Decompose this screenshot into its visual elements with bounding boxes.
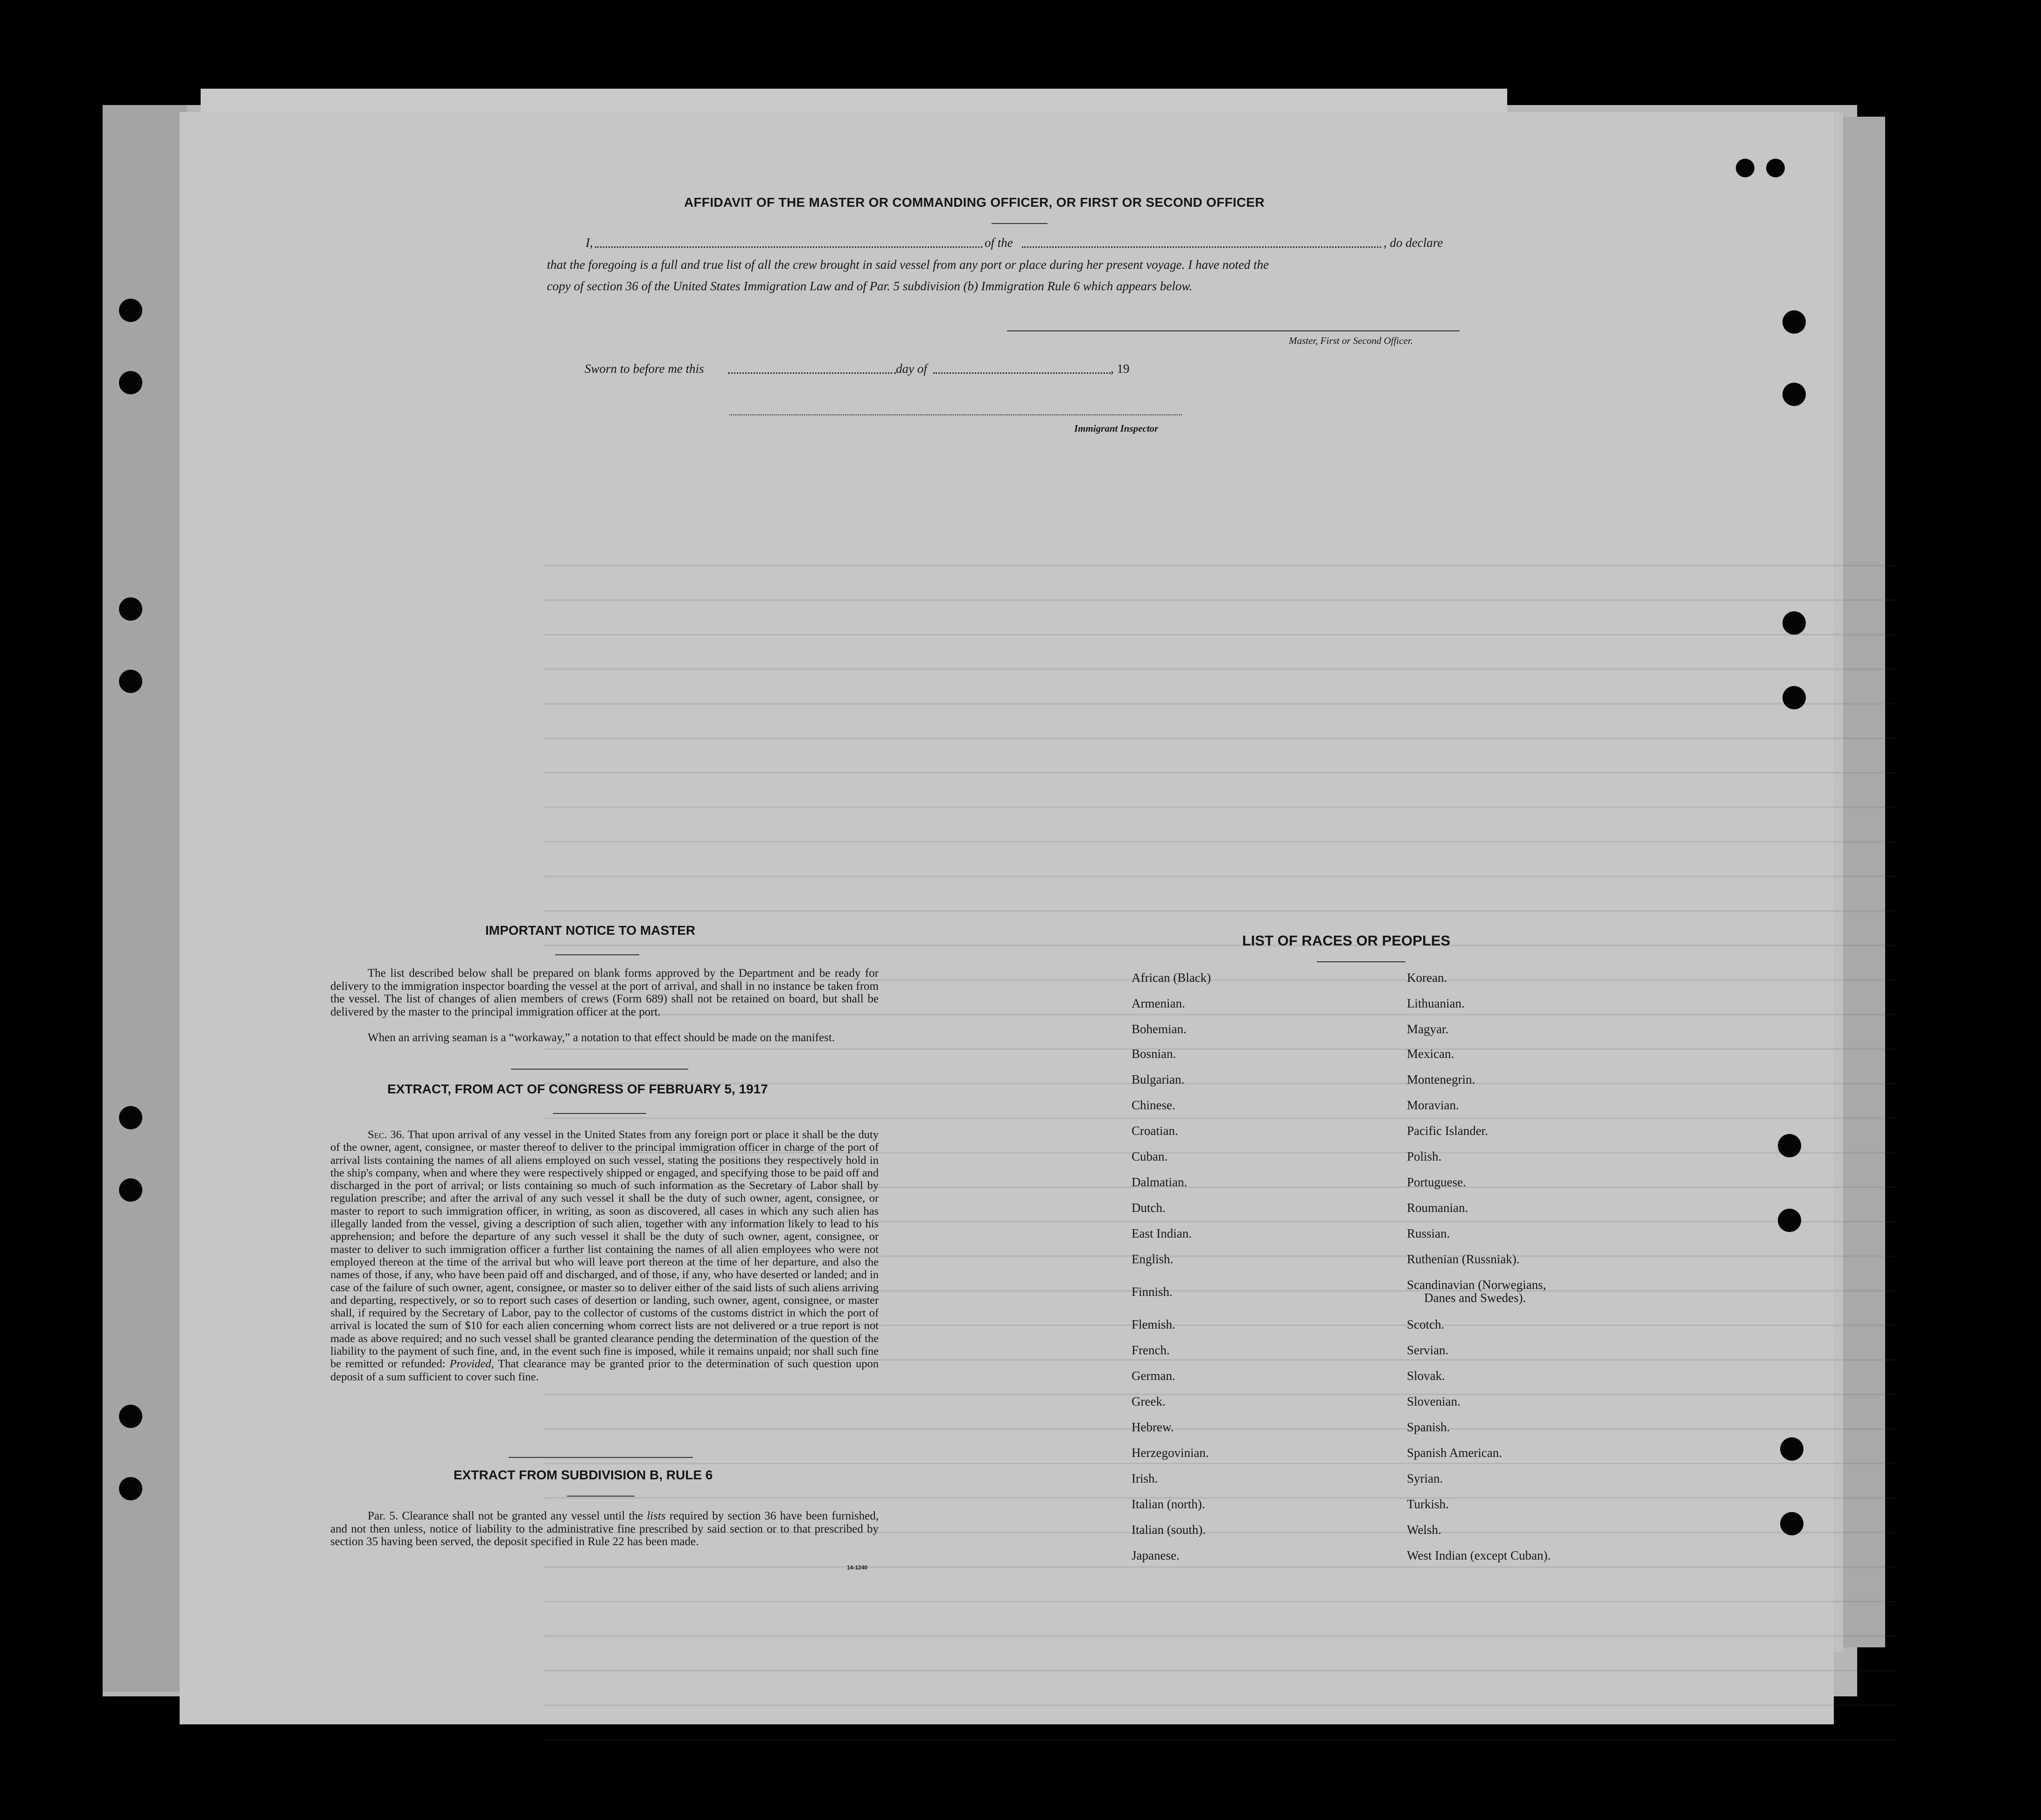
race-item: Welsh. — [1407, 1523, 1441, 1537]
race-item: Armenian. — [1132, 996, 1185, 1010]
race-item: Cuban. — [1132, 1149, 1168, 1163]
race-item: Montenegrin. — [1407, 1072, 1475, 1086]
punch-hole — [1782, 686, 1806, 709]
race-item: German. — [1132, 1369, 1175, 1383]
divider — [511, 1069, 688, 1070]
section-36-body: That upon arrival of any vessel in the United States from any foreign port or place it shall be the duty of the owner, agent, consignee, or master thereof to deliver to the principal immigration officer in charge of the port of arrival lists containing the names of all aliens employed on such vessel, stating the positions they respectively hold in the ship's company, when and where they were respectively shipped or engaged, and specifying those to be paid off and discharged in the port of arrival; or lists containing so much of such information as the Secretary of Labor shall by regulation prescribe; and after the arrival of any such vessel it shall be the duty of such owner, agent, consignee, or master to report to such immigration officer, in writing, as soon as discovered, all cases in which any such alien has illegally landed from the vessel, giving a description of such alien, together with any information likely to lead to his apprehension; and before the departure of any such vessel it shall be the duty of such owner, agent, consignee, or master to deliver to such immigration officer a further list containing the names of all alien employees who were not employed thereon at the time of the arrival but who will leave port thereon at the time of her departure, and also the names of those, if any, who have been paid off and discharged, and of those, if any, who have deserted or landed; and in case of the failure of such owner, agent, consignee, or master so to deliver either of the said lists of such aliens arriving and departing, respectively, or so to report such cases of desertion or landing, such owner, agent, consignee, or master shall, if required by the Secretary of Labor, pay to the collector of customs of the customs district in which the port of arrival is located the sum of $10 for each alien concerning whom correct lists are not delivered or a true report is not made as above required; and no such vessel shall be granted clearance pending the determination of the question of the liability to the payment of such fine, and, in the event such fine is imposed, while it remains unpaid; nor shall such fine be remitted or refunded: — [330, 1128, 879, 1371]
race-item: Scotch. — [1407, 1317, 1445, 1331]
affidavit-line-3: copy of section 36 of the United States Immigration Law and of Par. 5 subdivision (b) Immigration Rule 6 which appears below. — [547, 279, 1193, 293]
race-item: Hebrew. — [1132, 1420, 1174, 1434]
race-item: Polish. — [1407, 1149, 1442, 1163]
form-sheet — [180, 112, 1834, 1724]
divider — [553, 1113, 646, 1114]
section-36-body-end: That clearance may be granted prior to the determination of such question upon deposit of a sum sufficient to cover such fine. — [330, 1358, 879, 1383]
race-item: African (Black) — [1132, 971, 1211, 985]
race-item: Greek. — [1132, 1394, 1166, 1408]
race-item: Finnish. — [1132, 1285, 1173, 1299]
signature-label: Master, First or Second Officer. — [1289, 335, 1413, 346]
sworn-month-blank — [933, 372, 1111, 374]
race-item: East Indian. — [1132, 1226, 1192, 1240]
race-item: Russian. — [1407, 1226, 1450, 1240]
race-item: West Indian (except Cuban). — [1407, 1548, 1551, 1562]
race-item: Lithuanian. — [1407, 996, 1465, 1010]
race-item: Italian (south). — [1132, 1523, 1206, 1537]
race-item: Korean. — [1407, 971, 1447, 985]
sworn-label: Sworn to before me this — [585, 362, 704, 376]
race-item: Roumanian. — [1407, 1201, 1468, 1215]
race-item: Irish. — [1132, 1471, 1158, 1485]
races-title: LIST OF RACES OR PEOPLES — [1242, 932, 1451, 949]
divider — [567, 1496, 635, 1497]
race-item: Italian (north). — [1132, 1497, 1205, 1511]
punch-hole — [1736, 159, 1754, 177]
rule-6-text — [330, 1510, 879, 1548]
race-item: Danes and Swedes). — [1424, 1291, 1526, 1305]
day-of-label: day of — [896, 362, 927, 376]
punch-hole — [1782, 310, 1806, 334]
punch-hole — [1782, 611, 1806, 635]
punch-hole — [1778, 1209, 1801, 1232]
race-item: Portuguese. — [1407, 1175, 1466, 1189]
divider — [1317, 961, 1405, 962]
punch-hole — [119, 299, 142, 322]
race-item: Slovak. — [1407, 1369, 1445, 1383]
vessel-blank — [1022, 246, 1381, 248]
race-item: Syrian. — [1407, 1471, 1443, 1485]
race-item: Moravian. — [1407, 1098, 1459, 1112]
punch-hole — [119, 1178, 142, 1202]
punch-hole — [1782, 383, 1806, 406]
section-36-text — [330, 1128, 879, 1383]
inspector-signature-line — [729, 414, 1182, 415]
name-blank — [595, 246, 982, 248]
race-item: Flemish. — [1132, 1317, 1175, 1331]
divider — [992, 223, 1048, 224]
race-item: Magyar. — [1407, 1022, 1449, 1036]
punch-hole — [119, 670, 142, 693]
race-item: Spanish. — [1407, 1420, 1450, 1434]
race-item: Ruthenian (Russniak). — [1407, 1252, 1520, 1266]
punch-hole — [1778, 1134, 1801, 1157]
punch-hole — [1766, 159, 1785, 177]
punch-hole — [119, 371, 142, 394]
lists-word: lists — [647, 1510, 666, 1522]
rule-6-body: Par. 5. Clearance shall not be granted any vessel until the — [368, 1510, 647, 1522]
race-item: English. — [1132, 1252, 1174, 1266]
race-item: Bosnian. — [1132, 1047, 1176, 1061]
race-item: Mexican. — [1407, 1047, 1454, 1061]
signature-line — [1007, 330, 1460, 331]
race-item: Japanese. — [1132, 1548, 1180, 1562]
race-item: Turkish. — [1407, 1497, 1449, 1511]
race-item: Spanish American. — [1407, 1446, 1502, 1460]
rule-6-body-end: required by section 36 have been furnished, and not then unless, notice of liability to the administrative fine prescribed by said section or to that prescribed by section 35 having been served, the deposit specified in Rule 22 has been made. — [330, 1510, 879, 1548]
race-item: Bulgarian. — [1132, 1072, 1185, 1086]
race-item: Dutch. — [1132, 1201, 1166, 1215]
divider — [555, 954, 639, 955]
punch-hole — [119, 1106, 142, 1129]
notice-paragraph-1: The list described below shall be prepared on blank forms approved by the Department and be ready for delivery to the immigration inspector boarding the vessel at the port of arrival, and shall in no instance be taken from the vessel. The list of changes of alien members of crews (Form 689) shall not be retained on board, but shall be delivered by the master to the principal immigration officer at the port. — [330, 967, 879, 1018]
race-item: Pacific Islander. — [1407, 1124, 1488, 1138]
form-code: 14-1240 — [847, 1564, 868, 1571]
punch-hole — [1780, 1437, 1803, 1461]
affidavit-line-2: that the foregoing is a full and true list of all the crew brought in said vessel from any port or place during her present voyage. I have noted the — [547, 258, 1269, 272]
race-item: Servian. — [1407, 1343, 1449, 1357]
divider — [509, 1457, 693, 1458]
inspector-label: Immigrant Inspector — [1074, 423, 1159, 434]
race-item: Chinese. — [1132, 1098, 1175, 1112]
sworn-year-label: , 19 — [1111, 362, 1130, 376]
punch-hole — [119, 597, 142, 621]
extract-act-title: EXTRACT, FROM ACT OF CONGRESS OF FEBRUARY 5, 1917 — [387, 1082, 768, 1096]
section-36-label: Sec. 36. — [368, 1128, 405, 1141]
race-item: French. — [1132, 1343, 1170, 1357]
of-the-label: of the — [985, 236, 1013, 250]
race-item: Dalmatian. — [1132, 1175, 1188, 1189]
affidavit-i-label: I, — [586, 236, 593, 250]
provided-word: Provided, — [449, 1358, 494, 1371]
punch-hole — [1780, 1512, 1803, 1535]
race-item: Croatian. — [1132, 1124, 1178, 1138]
notice-paragraph-2: When an arriving seaman is a “workaway,” a notation to that effect should be made on the manifest. — [368, 1031, 835, 1044]
notice-title: IMPORTANT NOTICE TO MASTER — [485, 923, 696, 938]
punch-hole — [119, 1477, 142, 1500]
back-card-left-edge — [103, 105, 187, 1692]
affidavit-title: AFFIDAVIT OF THE MASTER OR COMMANDING OFFICER, OR FIRST OR SECOND OFFICER — [684, 195, 1265, 210]
do-declare-label: , do declare — [1384, 236, 1443, 250]
race-item: Bohemian. — [1132, 1022, 1187, 1036]
punch-hole — [119, 1405, 142, 1428]
extract-rule-title: EXTRACT FROM SUBDIVISION B, RULE 6 — [454, 1468, 713, 1482]
race-item: Herzegovinian. — [1132, 1446, 1209, 1460]
race-item: Slovenian. — [1407, 1394, 1461, 1408]
sworn-day-blank — [728, 372, 896, 374]
race-item: Scandinavian (Norwegians, — [1407, 1278, 1546, 1292]
